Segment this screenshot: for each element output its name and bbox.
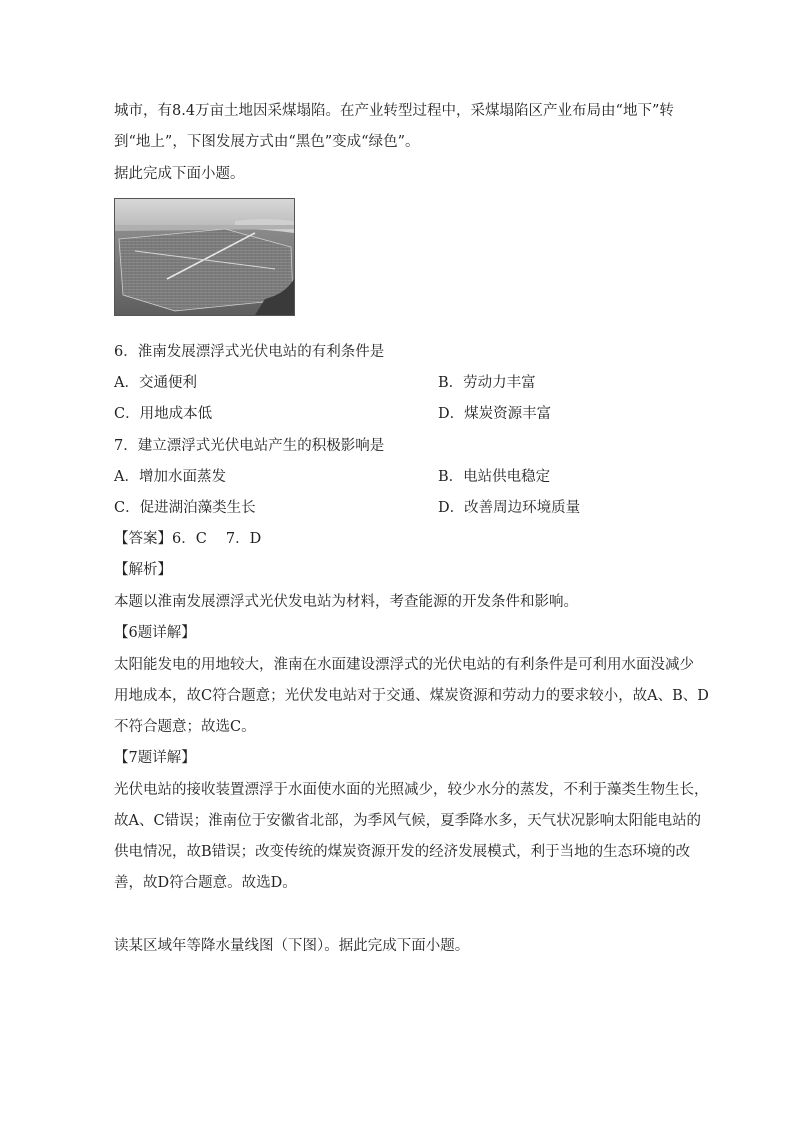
question-6-stem: 6．淮南发展漂浮式光伏电站的有利条件是 [114, 344, 385, 360]
next-question-intro: 读某区域年等降水量线图（下图）。据此完成下面小题。 [114, 938, 470, 954]
question-7-option-c: C．促进湖泊藻类生长 [114, 500, 256, 516]
detail-7-line-3: 供电情况，故B错误；改变传统的煤炭资源开发的经济发展模式，利于当地的生态环境的改 [114, 844, 691, 860]
question-7-stem: 7．建立漂浮式光伏电站产生的积极影响是 [114, 438, 385, 454]
detail-7-heading: 【7题详解】 [114, 750, 196, 766]
analysis-heading: 【解析】 [114, 562, 172, 578]
detail-7-line-1: 光伏电站的接收装置漂浮于水面使水面的光照减少，较少水分的蒸发，不利于藻类生物生长， [114, 782, 709, 798]
detail-6-line-1: 太阳能发电的用地较大，淮南在水面建设漂浮式的光伏电站的有利条件是可利用水面没减少 [114, 657, 694, 673]
detail-7-line-2: 故A、C错误；淮南位于安徽省北部，为季风气候，夏季降水多，天气状况影响太阳能电站的 [114, 813, 702, 829]
intro-line-1: 城市，有8.4万亩土地因采煤塌陷。在产业转型过程中，采煤塌陷区产业布局由“地下”转 [114, 103, 674, 119]
question-6-option-b: B．劳动力丰富 [438, 375, 536, 391]
answer-line: 【答案】6．C 7．D [114, 531, 262, 547]
intro-line-3: 据此完成下面小题。 [114, 166, 245, 182]
floating-solar-farm-photo [114, 198, 295, 316]
detail-7-line-4: 善，故D符合题意。故选D。 [114, 875, 297, 891]
question-7-option-b: B．电站供电稳定 [438, 469, 551, 485]
question-7-option-a: A．增加水面蒸发 [114, 469, 226, 485]
question-6-option-c: C．用地成本低 [114, 406, 213, 422]
question-7-option-d: D．改善周边环境质量 [438, 500, 581, 516]
detail-6-heading: 【6题详解】 [114, 625, 196, 641]
intro-line-2: 到“地上”，下图发展方式由“黑色”变成“绿色”。 [114, 134, 420, 150]
analysis-text: 本题以淮南发展漂浮式光伏发电站为材料，考查能源的开发条件和影响。 [114, 594, 578, 610]
detail-6-line-2: 用地成本，故C符合题意；光伏发电站对于交通、煤炭资源和劳动力的要求较小，故A、B、D [114, 688, 709, 704]
detail-6-line-3: 不符合题意；故选C。 [114, 719, 256, 735]
question-6-option-a: A．交通便利 [114, 375, 197, 391]
question-6-option-d: D．煤炭资源丰富 [438, 406, 552, 422]
photo-graphic [115, 199, 294, 315]
